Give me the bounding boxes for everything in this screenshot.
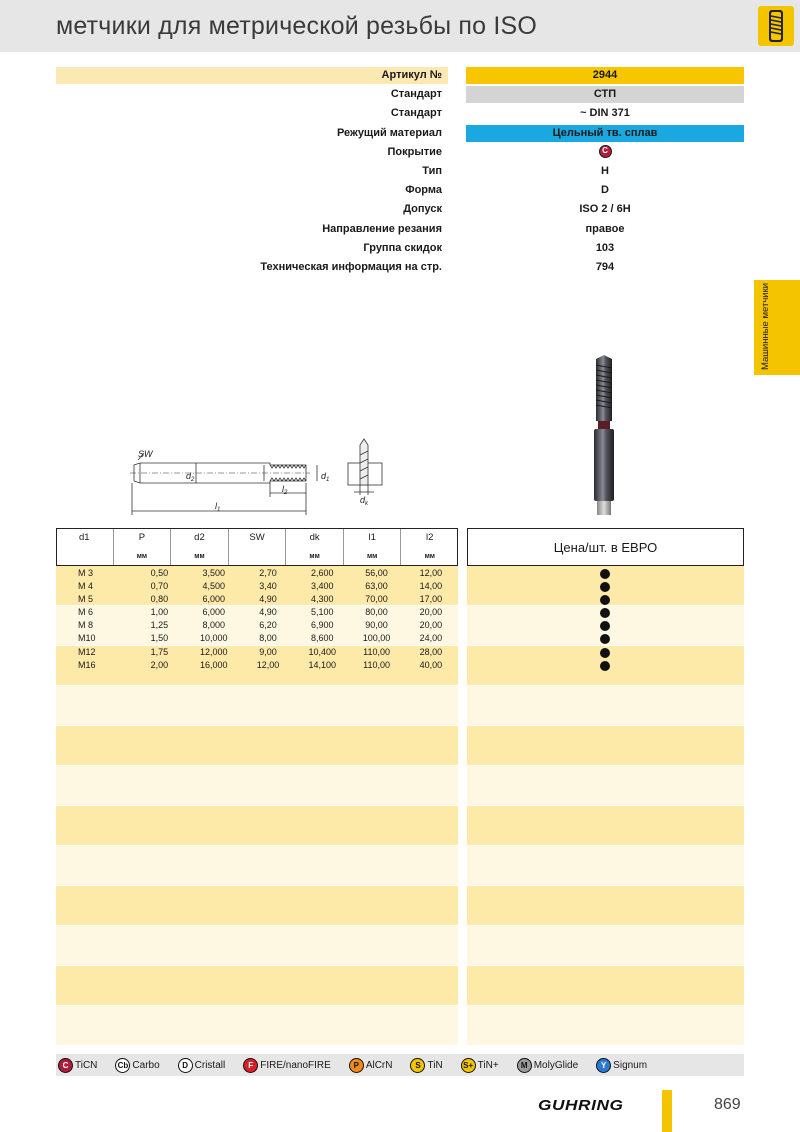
spec-value: ~ DIN 371 (580, 107, 630, 120)
coating-symbol-icon: M (517, 1058, 532, 1073)
drawing-l2-sub: 2 (284, 490, 288, 496)
spec-value: Цельный тв. сплав (466, 125, 744, 142)
coating-ticn-icon: C (599, 145, 612, 158)
page-header (0, 0, 800, 52)
spec-table (56, 66, 744, 277)
cell-l1: 100,00 (362, 633, 391, 644)
cell-l1: 90,00 (365, 620, 388, 631)
cell-l1: 110,00 (363, 646, 390, 657)
legend-label: TiN+ (477, 1059, 499, 1071)
table-header-row (56, 528, 458, 548)
cell-sw: 9,00 (259, 646, 277, 657)
unit-cell: мм (424, 553, 435, 560)
drawing-sw-label: SW (138, 449, 153, 459)
spec-row (56, 258, 744, 277)
cell-d2: 3,500 (202, 568, 225, 578)
unit-cell (229, 548, 287, 565)
cell-l2: 40,00 (419, 659, 443, 670)
coating-symbol-icon: D (178, 1058, 193, 1073)
cell-d1: M12 (78, 646, 96, 657)
dimension-table-header (56, 528, 458, 566)
availability-dot-icon (600, 661, 610, 671)
cell-p: 2,00 (150, 659, 169, 670)
spec-row (56, 143, 744, 162)
coating-symbol-icon: F (243, 1058, 258, 1073)
header-dk: dk (286, 529, 344, 548)
legend-item (243, 1058, 331, 1073)
drawing-d2-label: d (186, 471, 192, 481)
cell-dk: 10,400 (308, 646, 337, 657)
cell-d2: 10,000 (199, 633, 228, 644)
price-header: Цена/шт. в ЕВРО (467, 528, 744, 566)
cell-d2: 8,000 (202, 620, 225, 631)
table-row (56, 567, 458, 580)
legend-item (461, 1058, 499, 1073)
cell-sw: 12,00 (256, 659, 280, 670)
cell-p: 1,25 (150, 620, 169, 631)
cell-p: 1,75 (150, 646, 169, 657)
tap-photo (585, 355, 625, 520)
price-row (467, 632, 744, 645)
svg-text:SW (138, 449, 154, 459)
spec-label: Стандарт (390, 88, 442, 101)
table-row (56, 632, 458, 645)
brand-logo: GUHRING (538, 1097, 624, 1114)
cell-dk: 5,100 (311, 607, 334, 618)
table-row (56, 646, 458, 659)
cell-l2: 20,00 (419, 607, 443, 618)
unit-cell: мм (171, 548, 229, 565)
spec-row (56, 239, 744, 258)
cell-l1: 110,00 (363, 659, 390, 670)
spec-value: ISO 2 / 6H (579, 203, 631, 216)
legend-item (596, 1058, 647, 1073)
drawing-d2-sub: 2 (191, 477, 195, 483)
cell-l2: 20,00 (419, 620, 443, 631)
table-row (56, 659, 458, 672)
table-row (56, 580, 458, 593)
cell-dk: 8,600 (311, 633, 334, 644)
svg-text:d1 (321, 471, 329, 483)
cell-sw: 4,90 (259, 607, 277, 618)
table-row (56, 593, 458, 606)
cell-dk: 6,900 (311, 620, 334, 631)
unit-cell: мм (344, 548, 402, 565)
availability-column (467, 567, 744, 672)
cell-dk: 2,600 (311, 568, 334, 578)
legend-label: MolyGlide (533, 1059, 579, 1071)
spec-label: Покрытие (387, 145, 442, 158)
coating-symbol-icon: C (58, 1058, 73, 1073)
spec-label: Артикул № (56, 67, 448, 84)
price-row (467, 593, 744, 606)
cell-l2: 28,00 (419, 646, 443, 657)
drawing-dk-label: d (360, 495, 366, 505)
cell-d1: M 6 (78, 607, 94, 618)
dimension-rows (56, 567, 458, 672)
cell-dk: 3,400 (311, 581, 334, 592)
cell-d1: M 8 (78, 620, 94, 631)
price-row (467, 646, 744, 659)
header-p: P (114, 529, 172, 548)
header-sw: SW (229, 529, 287, 548)
spec-row (56, 181, 744, 200)
coating-symbol-icon: Y (596, 1058, 611, 1073)
cell-dk: 4,300 (311, 594, 334, 605)
cell-l1: 70,00 (365, 594, 388, 605)
drawing-l1-sub: 1 (217, 507, 221, 513)
spec-value: H (601, 164, 609, 177)
spec-value: 2944 (466, 67, 744, 84)
spec-value: правое (585, 222, 625, 235)
legend-item (115, 1058, 159, 1073)
table-row (56, 619, 458, 632)
spec-label: Тип (422, 164, 442, 177)
spec-label: Стандарт (390, 107, 442, 120)
spec-label: Режущий материал (336, 126, 442, 139)
cell-dk: 14,100 (308, 659, 337, 670)
unit-cell: мм (286, 548, 344, 565)
unit-cell (56, 548, 114, 565)
price-row (467, 659, 744, 672)
technical-drawing (120, 435, 410, 520)
side-tab-label: Машинные метчики (760, 282, 771, 370)
availability-dot-icon (600, 582, 610, 592)
cell-d2: 12,000 (199, 646, 228, 657)
legend-item (178, 1058, 226, 1073)
cell-sw: 3,40 (259, 581, 277, 592)
spec-label: Форма (405, 184, 442, 197)
cell-l1: 80,00 (365, 607, 388, 618)
drawing-d1-label: d (321, 471, 327, 481)
spec-label: Техническая информация на стр. (260, 260, 442, 273)
legend-label: FIRE/nanoFIRE (260, 1059, 331, 1071)
cell-d2: 6,000 (202, 594, 225, 605)
spec-row (56, 124, 744, 143)
cell-p: 0,50 (150, 568, 169, 578)
legend-label: TiCN (75, 1059, 98, 1071)
legend-label: Cristall (194, 1059, 226, 1071)
price-row (467, 619, 744, 632)
drawing-l1-label: l (215, 501, 217, 511)
spec-row (56, 66, 744, 85)
spec-label: Направление резания (322, 222, 442, 235)
unit-cell: мм (114, 548, 172, 565)
drawing-l2-label: l (282, 484, 284, 494)
tap-icon (758, 6, 794, 46)
page-title: метчики для метрической резьбы по ISO (56, 12, 538, 40)
cell-l2: 14,00 (419, 581, 443, 592)
cell-d2: 16,000 (199, 659, 228, 670)
legend-item (58, 1058, 97, 1073)
coating-symbol-icon: S+ (461, 1058, 476, 1073)
page-number: 869 (714, 1096, 741, 1113)
availability-dot-icon (600, 634, 610, 644)
coating-legend (56, 1054, 744, 1076)
legend-item (349, 1058, 393, 1073)
cell-l2: 12,00 (419, 568, 443, 578)
legend-item (410, 1058, 442, 1073)
spec-label: Группа скидок (363, 241, 442, 254)
price-row (467, 580, 744, 593)
spec-row (56, 85, 744, 104)
drawing-d1-sub: 1 (326, 477, 330, 483)
spec-value (466, 144, 744, 161)
availability-dot-icon (600, 648, 610, 658)
cell-d1: M 3 (78, 568, 94, 578)
spec-value: СТП (466, 86, 744, 103)
cell-l2: 17,00 (419, 594, 443, 605)
cell-l2: 24,00 (419, 633, 443, 644)
cell-sw: 8,00 (259, 633, 277, 644)
svg-text:dk (360, 495, 369, 507)
header-l2: l2 (426, 532, 434, 543)
price-row (467, 606, 744, 619)
cell-p: 0,70 (150, 581, 169, 592)
availability-dot-icon (600, 621, 610, 631)
spec-value: 794 (595, 260, 615, 273)
cell-l1: 56,00 (365, 568, 388, 578)
availability-dot-icon (600, 595, 610, 605)
table-row (56, 606, 458, 619)
cell-p: 1,00 (150, 607, 169, 618)
spec-row (56, 104, 744, 123)
legend-label: Signum (613, 1059, 648, 1071)
legend-label: Carbo (132, 1059, 160, 1071)
legend-label: TiN (427, 1059, 443, 1071)
spec-value: D (601, 184, 609, 197)
header-d2: d2 (171, 529, 229, 548)
spec-value: 103 (595, 241, 615, 254)
coating-symbol-icon: P (349, 1058, 364, 1073)
cell-p: 0,80 (150, 594, 169, 605)
legend-item (517, 1058, 578, 1073)
side-tab (754, 280, 800, 375)
header-d1: d1 (56, 529, 114, 548)
table-units-row (56, 548, 458, 566)
price-row (467, 567, 744, 580)
legend-label: AlCrN (365, 1059, 393, 1071)
spec-row (56, 162, 744, 181)
spec-row (56, 200, 744, 219)
coating-symbol-icon: Cb (115, 1058, 130, 1073)
availability-dot-icon (600, 608, 610, 618)
svg-text:l2 (282, 484, 288, 496)
brand-bar (662, 1090, 672, 1132)
cell-d1: M 5 (78, 594, 94, 605)
drawing-dk-sub: k (365, 501, 369, 507)
header-l1: l1 (344, 529, 402, 548)
spec-row (56, 220, 744, 239)
spec-label: Допуск (403, 203, 442, 216)
cell-sw: 4,90 (259, 594, 277, 605)
coating-symbol-icon: S (410, 1058, 425, 1073)
cell-d2: 6,000 (202, 607, 225, 618)
cell-d1: M 4 (78, 581, 94, 592)
cell-l1: 63,00 (365, 581, 388, 592)
cell-sw: 2,70 (259, 568, 277, 578)
availability-dot-icon (600, 569, 610, 579)
cell-sw: 6,20 (259, 620, 277, 631)
cell-d2: 4,500 (202, 581, 225, 592)
cell-d1: M10 (78, 633, 96, 644)
cell-d1: M16 (78, 659, 96, 670)
cell-p: 1,50 (150, 633, 169, 644)
